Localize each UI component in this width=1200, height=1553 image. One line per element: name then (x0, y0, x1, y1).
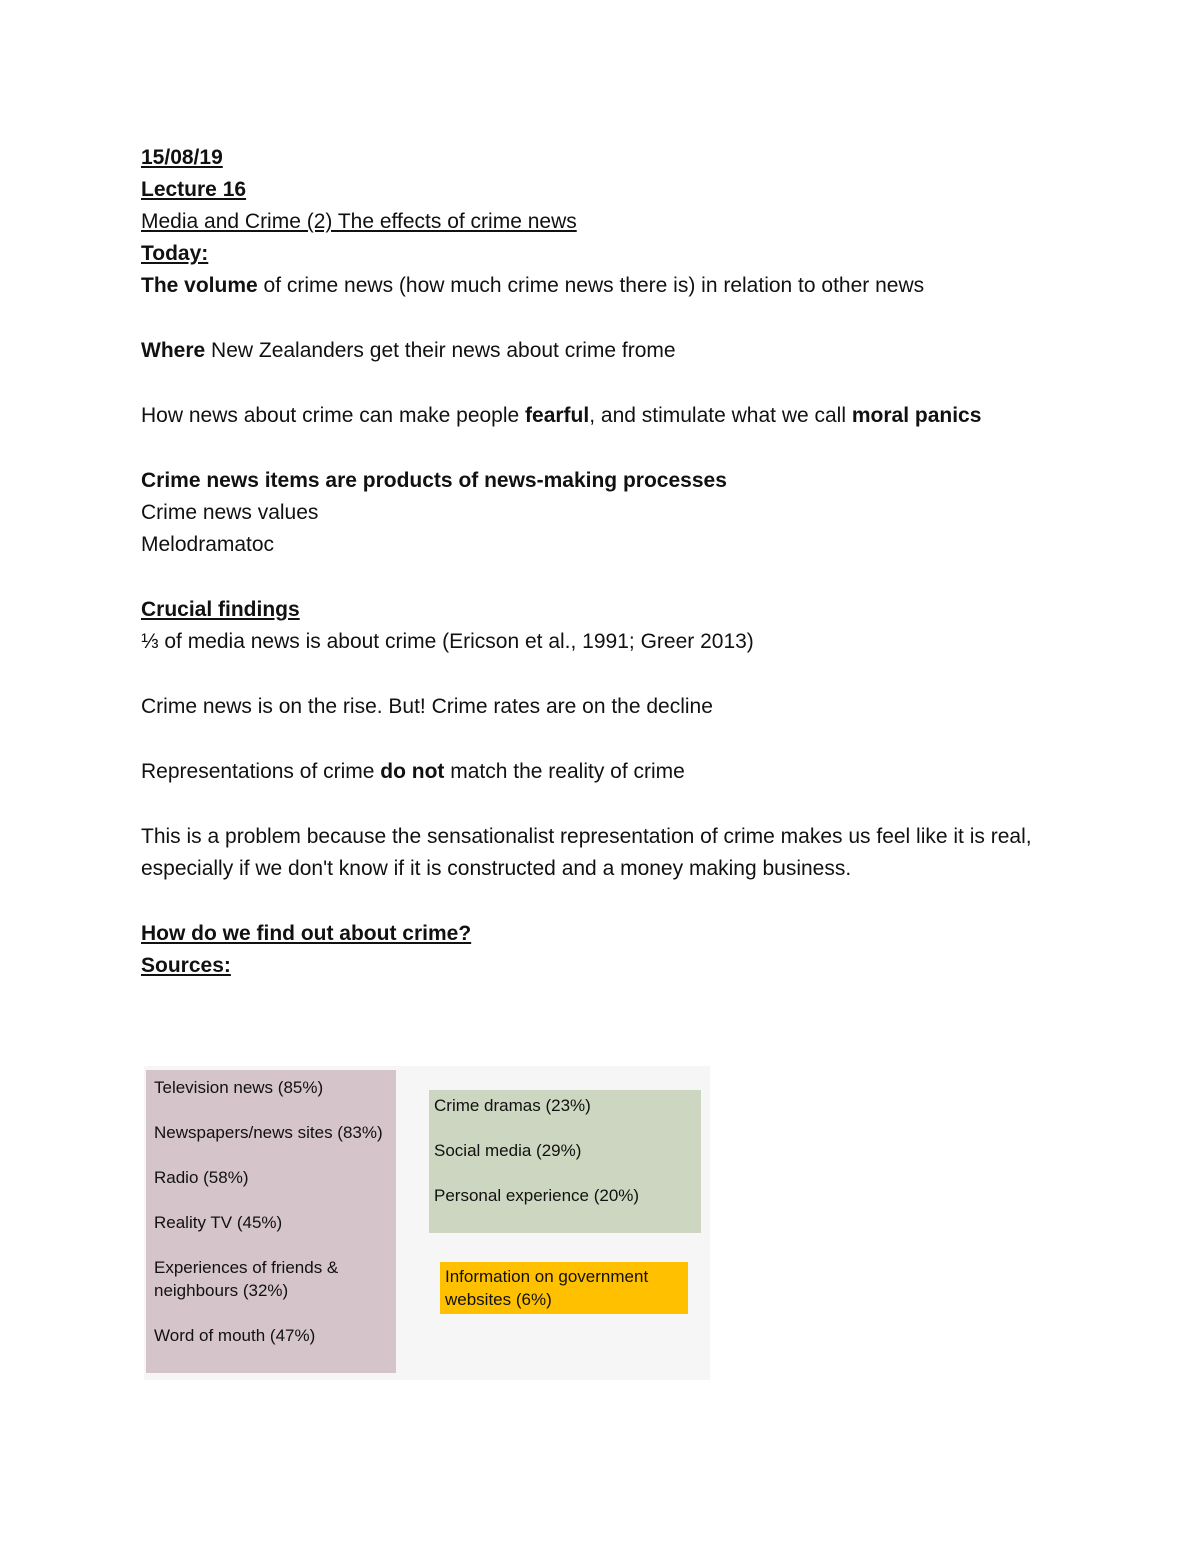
fear-bold: fearful (525, 404, 590, 427)
source-item: Reality TV (45%) (154, 1213, 283, 1232)
volume-bold: The volume (141, 274, 258, 297)
moral-panics-bold: moral panics (851, 404, 982, 427)
date: 15/08/19 (141, 146, 223, 169)
processes-line-1: Crime news values (141, 501, 319, 524)
finding-3-bold: do not (380, 760, 445, 783)
finding-3-pre: Representations of crime (141, 760, 381, 783)
finding-3 (141, 756, 1061, 788)
sources-highlight-box (440, 1262, 688, 1314)
findings-heading: Crucial findings (141, 598, 300, 621)
source-item: Radio (58%) (154, 1168, 249, 1187)
sources-figure (144, 1066, 710, 1380)
source-item: Personal experience (20%) (434, 1186, 640, 1205)
fear-mid: , and stimulate what we call (589, 404, 852, 427)
source-item: Word of mouth (47%) (154, 1326, 316, 1345)
sources-heading: Sources: (141, 954, 231, 977)
finding-4: This is a problem because the sensationalist representation of crime makes us feel like it is real, especially if we don't know if it is constructed and a money making business. (141, 825, 1032, 880)
source-item: Social media (29%) (434, 1141, 582, 1160)
processes-heading: Crime news items are products of news-making processes (141, 469, 727, 492)
document-body (141, 142, 1061, 982)
source-item: Newspapers/news sites (83%) (154, 1123, 383, 1142)
volume-text: of crime news (how much crime news there is) in relation to other news (257, 274, 925, 297)
source-item: Crime dramas (23%) (434, 1096, 591, 1115)
lecture-number: Lecture 16 (141, 178, 247, 201)
finding-1: ⅓ of media news is about crime (Ericson et al., 1991; Greer 2013) (141, 630, 754, 653)
source-item: Experiences of friends & neighbours (32%) (154, 1258, 339, 1300)
processes-line-2: Melodramatoc (141, 533, 275, 556)
source-item-highlight: Information on government websites (6%) (445, 1267, 649, 1309)
finding-3-post: match the reality of crime (444, 760, 685, 783)
where-text: New Zealanders get their news about crime frome (205, 339, 676, 362)
sources-question: How do we find out about crime? (141, 922, 472, 945)
today-where (141, 335, 1061, 367)
sources-right-box (429, 1090, 701, 1233)
source-item: Television news (85%) (154, 1078, 324, 1097)
fear-pre: How news about crime can make people (141, 404, 526, 427)
where-bold: Where (141, 339, 206, 362)
today-volume (141, 270, 1061, 302)
sources-left-box (146, 1070, 396, 1373)
today-fear (141, 400, 1061, 432)
finding-2: Crime news is on the rise. But! Crime rates are on the decline (141, 695, 713, 718)
today-heading: Today: (141, 242, 209, 265)
page-title: Media and Crime (2) The effects of crime news (141, 210, 577, 233)
